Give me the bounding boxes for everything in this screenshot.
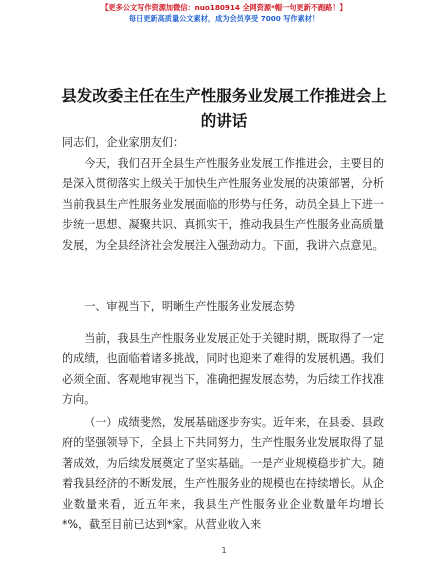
page-number: 1 [221,546,227,555]
paragraph-situation: 当前，我县生产性服务业发展正处于关键时期，既取得了一定的成绩，也面临着诸多挑战，同时也迎来了难得的发展机遇。我们必须全面、客观地审视当下，准确把握发展态势，为后续工作找准方向。 [62,332,384,407]
salutation: 同志们，企业家朋友们： [62,136,185,149]
paragraph-achievements: （一）成绩斐然，发展基础逐步夯实。近年来，在县委、县政府的坚强领导下，全县上下共同努力，生产性服务业发展取得了显著成效，为后续发展奠定了坚实基础。一是产业规模稳步扩大。随着我县经济的不断发展，生产性服务业的规模也在持续增长。从企业数量来看，近五年来，我县生产性服务业企业数量年均增长*%，截至目前已达到*家。从营业收入来 [62,416,384,532]
paragraph-intro: 今天，我们召开全县生产性服务业发展工作推进会，主要目的是深入贯彻落实上级关于加快生产性服务业发展的决策部署，分析当前我县生产性服务业发展面临的形势与任务，动员全县上下进一步统一思想、凝聚共识、真抓实干，推动我县生产性服务业高质量发展，为全县经济社会发展注入强劲动力。下面，我讲六点意见。 [62,157,384,252]
section-heading-1: 一、审视当下，明晰生产性服务业发展态势 [84,300,295,313]
promo-banner-line-2: 每日更新高质量公文素材，成为会员享受 7000 写作素材！ [128,14,320,23]
document-title: 县发改委主任在生产性服务业发展工作推进会上的讲话 [61,87,387,130]
promo-banner-line-1: 【更多公文写作资源加微信：nuo180914 全网资源*帽一句更新不跑路！】 [101,3,347,12]
promo-banner [0,2,448,24]
